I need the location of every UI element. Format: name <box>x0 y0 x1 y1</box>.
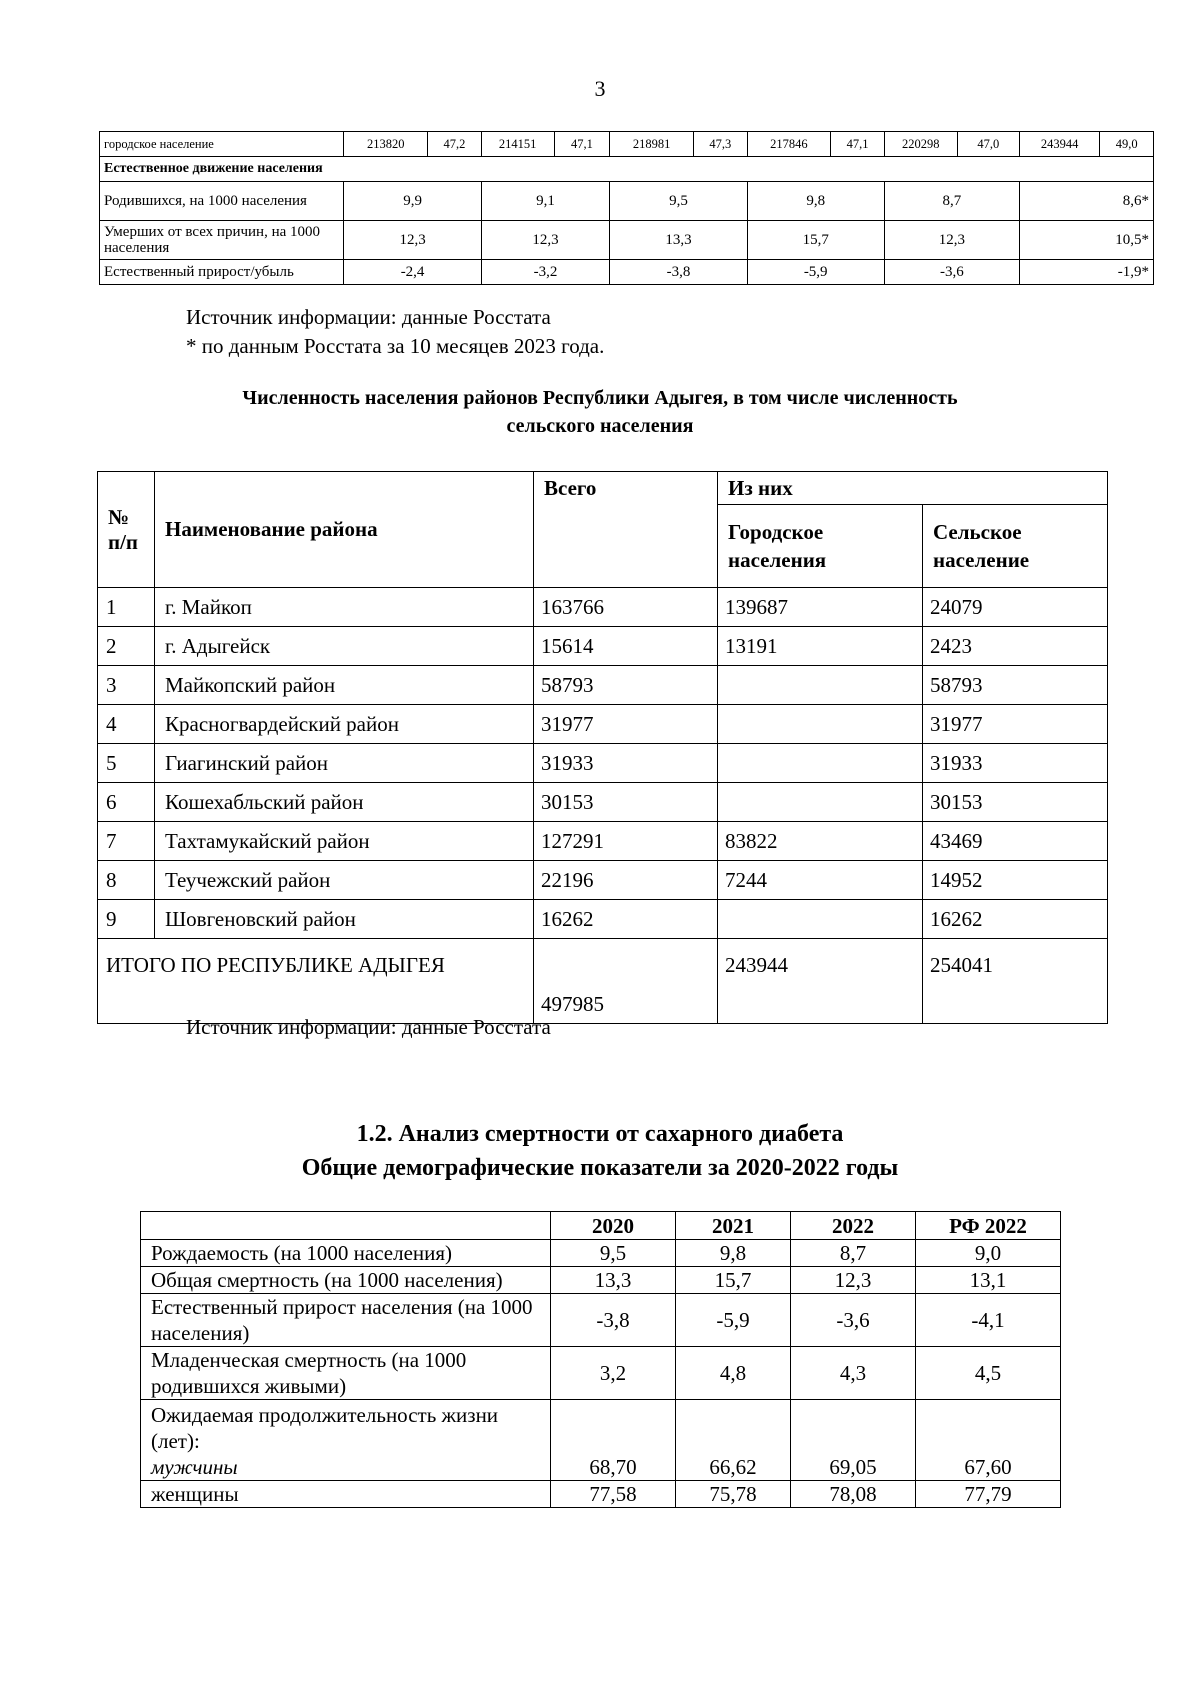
district-rural: 30153 <box>923 783 1108 822</box>
section-title: Естественное движение населения <box>100 157 1154 182</box>
table-cell: 15,7 <box>676 1267 791 1294</box>
total-label: ИТОГО ПО РЕСПУБЛИКЕ АДЫГЕЯ <box>98 939 534 1024</box>
district-total: 31977 <box>534 705 718 744</box>
column-header-total: Всего <box>534 472 718 588</box>
row-label <box>141 1400 551 1481</box>
column-header-urban: Городское населения <box>718 505 923 588</box>
table-row <box>100 221 1154 260</box>
table-cell: 217846 <box>747 132 831 157</box>
table-cell: 8,7 <box>884 182 1019 221</box>
table-cell: 9,8 <box>747 182 884 221</box>
table-cell: -2,4 <box>344 260 481 285</box>
column-header-name: Наименование района <box>155 472 534 588</box>
table-row <box>98 627 1108 666</box>
total-urban-value: 243944 <box>718 939 923 1024</box>
table-cell: -1,9* <box>1019 260 1153 285</box>
district-number: 8 <box>98 861 155 900</box>
footnote: * по данным Росстата за 10 месяцев 2023 года. <box>186 334 605 358</box>
table-cell: 12,3 <box>481 221 610 260</box>
table-cell: 8,7 <box>791 1240 916 1267</box>
district-rural: 58793 <box>923 666 1108 705</box>
table-cell: 15,7 <box>747 221 884 260</box>
table-cell: 4,8 <box>676 1347 791 1400</box>
row-label: Родившихся, на 1000 населения <box>100 182 344 221</box>
district-urban <box>718 666 923 705</box>
table-cell: 75,78 <box>676 1481 791 1508</box>
district-urban: 7244 <box>718 861 923 900</box>
heading-line: 1.2. Анализ смертности от сахарного диабета <box>356 1121 844 1147</box>
district-name: Гиагинский район <box>155 744 534 783</box>
table-cell: 67,60 <box>916 1400 1061 1481</box>
table-cell: 12,3 <box>344 221 481 260</box>
table-cell: 12,3 <box>884 221 1019 260</box>
row-label: Рождаемость (на 1000 населения) <box>141 1240 551 1267</box>
district-rural: 43469 <box>923 822 1108 861</box>
heading-line: Общие демографические показатели за 2020-2022 годы <box>301 1155 899 1181</box>
table-row <box>98 900 1108 939</box>
table-cell: 218981 <box>610 132 694 157</box>
table-cell: 77,58 <box>551 1481 676 1508</box>
table-cell: 220298 <box>884 132 957 157</box>
district-total: 58793 <box>534 666 718 705</box>
year-header: РФ 2022 <box>916 1212 1061 1240</box>
demographic-indicators-table <box>140 1211 1061 1508</box>
table-row <box>98 588 1108 627</box>
table-cell: 47,0 <box>957 132 1019 157</box>
table-row <box>100 260 1154 285</box>
table-cell: 13,3 <box>551 1267 676 1294</box>
table-cell: 9,1 <box>481 182 610 221</box>
source-note: Источник информации: данные Росстата <box>186 1015 551 1039</box>
row-label: Умерших от всех причин, на 1000 населения <box>100 221 344 260</box>
table-cell: 9,0 <box>916 1240 1061 1267</box>
page-number: 3 <box>594 76 606 101</box>
district-name: Кошехабльский район <box>155 783 534 822</box>
district-name: Майкопский район <box>155 666 534 705</box>
row-label: Естественный прирост населения (на 1000 населения) <box>141 1294 551 1347</box>
district-rural: 14952 <box>923 861 1108 900</box>
life-expectancy-women-row <box>141 1481 1061 1508</box>
table-row <box>98 666 1108 705</box>
table-row <box>100 182 1154 221</box>
table-cell: 47,3 <box>693 132 747 157</box>
table-cell: 9,8 <box>676 1240 791 1267</box>
heading-line: Численность населения районов Республики Адыгея, в том числе численность <box>242 387 958 409</box>
life-expectancy-men-row <box>141 1400 1061 1481</box>
table-cell: 13,1 <box>916 1267 1061 1294</box>
table-cell: 4,5 <box>916 1347 1061 1400</box>
table-cell: 69,05 <box>791 1400 916 1481</box>
men-label: мужчины <box>151 1455 238 1479</box>
district-total: 22196 <box>534 861 718 900</box>
table-cell: 68,70 <box>551 1400 676 1481</box>
district-name: г. Адыгейск <box>155 627 534 666</box>
district-number: 1 <box>98 588 155 627</box>
district-urban: 83822 <box>718 822 923 861</box>
table-cell: 3,2 <box>551 1347 676 1400</box>
table-cell: 9,9 <box>344 182 481 221</box>
table-cell: -3,6 <box>884 260 1019 285</box>
total-row <box>98 939 1108 1024</box>
table-cell: 78,08 <box>791 1481 916 1508</box>
table-cell: -4,1 <box>916 1294 1061 1347</box>
district-number: 6 <box>98 783 155 822</box>
table-cell: 4,3 <box>791 1347 916 1400</box>
district-number: 3 <box>98 666 155 705</box>
table-cell: 13,3 <box>610 221 747 260</box>
year-header: 2021 <box>676 1212 791 1240</box>
districts-heading <box>0 384 1200 440</box>
table-cell: 49,0 <box>1100 132 1154 157</box>
table-row <box>98 861 1108 900</box>
table-cell: 66,62 <box>676 1400 791 1481</box>
total-value: 497985 <box>534 939 718 1024</box>
source-note: Источник информации: данные Росстата <box>186 305 551 329</box>
table-cell: 10,5* <box>1019 221 1153 260</box>
table-cell: -3,8 <box>551 1294 676 1347</box>
district-rural: 31933 <box>923 744 1108 783</box>
table-cell: 47,2 <box>428 132 482 157</box>
population-dynamics-table <box>99 131 1154 285</box>
district-name: Теучежский район <box>155 861 534 900</box>
district-urban: 13191 <box>718 627 923 666</box>
empty-header-cell <box>141 1212 551 1240</box>
row-label: Общая смертность (на 1000 населения) <box>141 1267 551 1294</box>
district-rural: 2423 <box>923 627 1108 666</box>
year-header: 2020 <box>551 1212 676 1240</box>
district-rural: 16262 <box>923 900 1108 939</box>
district-number: 9 <box>98 900 155 939</box>
column-header-num: № п/п <box>98 472 155 588</box>
table-cell: -3,6 <box>791 1294 916 1347</box>
districts-population-table <box>97 471 1108 1024</box>
table-cell: 9,5 <box>551 1240 676 1267</box>
district-number: 7 <box>98 822 155 861</box>
table-cell: 12,3 <box>791 1267 916 1294</box>
table-cell: 77,79 <box>916 1481 1061 1508</box>
district-rural: 24079 <box>923 588 1108 627</box>
table-cell: 213820 <box>344 132 428 157</box>
district-urban <box>718 744 923 783</box>
district-name: Шовгеновский район <box>155 900 534 939</box>
table-cell: -3,8 <box>610 260 747 285</box>
table-cell: 47,1 <box>831 132 885 157</box>
district-urban <box>718 783 923 822</box>
district-number: 5 <box>98 744 155 783</box>
district-total: 16262 <box>534 900 718 939</box>
year-header: 2022 <box>791 1212 916 1240</box>
table-row <box>141 1240 1061 1267</box>
district-total: 31933 <box>534 744 718 783</box>
life-expectancy-label: Ожидаемая продолжительность жизни (лет): <box>151 1403 499 1453</box>
row-label: Естественный прирост/убыль <box>100 260 344 285</box>
district-urban: 139687 <box>718 588 923 627</box>
table-row <box>141 1267 1061 1294</box>
district-urban <box>718 705 923 744</box>
district-name: Красногвардейский район <box>155 705 534 744</box>
table-cell: 9,5 <box>610 182 747 221</box>
table-cell: 47,1 <box>554 132 610 157</box>
district-number: 2 <box>98 627 155 666</box>
table-row <box>98 744 1108 783</box>
column-header-rural: Сельское население <box>923 505 1108 588</box>
table-cell: -3,2 <box>481 260 610 285</box>
row-label: городское население <box>100 132 344 157</box>
district-name: Тахтамукайский район <box>155 822 534 861</box>
urban-population-row <box>100 132 1154 157</box>
row-label: Младенческая смертность (на 1000 родившихся живыми) <box>141 1347 551 1400</box>
table-row <box>98 783 1108 822</box>
table-cell: 214151 <box>481 132 554 157</box>
table-cell: -5,9 <box>676 1294 791 1347</box>
district-total: 127291 <box>534 822 718 861</box>
table-cell: -5,9 <box>747 260 884 285</box>
table-row <box>141 1347 1061 1400</box>
table-cell: 243944 <box>1019 132 1099 157</box>
district-total: 15614 <box>534 627 718 666</box>
heading-line: сельского населения <box>506 415 694 437</box>
district-rural: 31977 <box>923 705 1108 744</box>
row-label: женщины <box>141 1481 551 1508</box>
district-name: г. Майкоп <box>155 588 534 627</box>
section-heading <box>0 1117 1200 1185</box>
district-number: 4 <box>98 705 155 744</box>
table-cell: 8,6* <box>1019 182 1153 221</box>
district-total: 163766 <box>534 588 718 627</box>
column-header-of-them: Из них <box>718 472 1108 505</box>
total-rural-value: 254041 <box>923 939 1108 1024</box>
district-total: 30153 <box>534 783 718 822</box>
district-urban <box>718 900 923 939</box>
table-row <box>141 1294 1061 1347</box>
table-row <box>98 822 1108 861</box>
table-row <box>98 705 1108 744</box>
